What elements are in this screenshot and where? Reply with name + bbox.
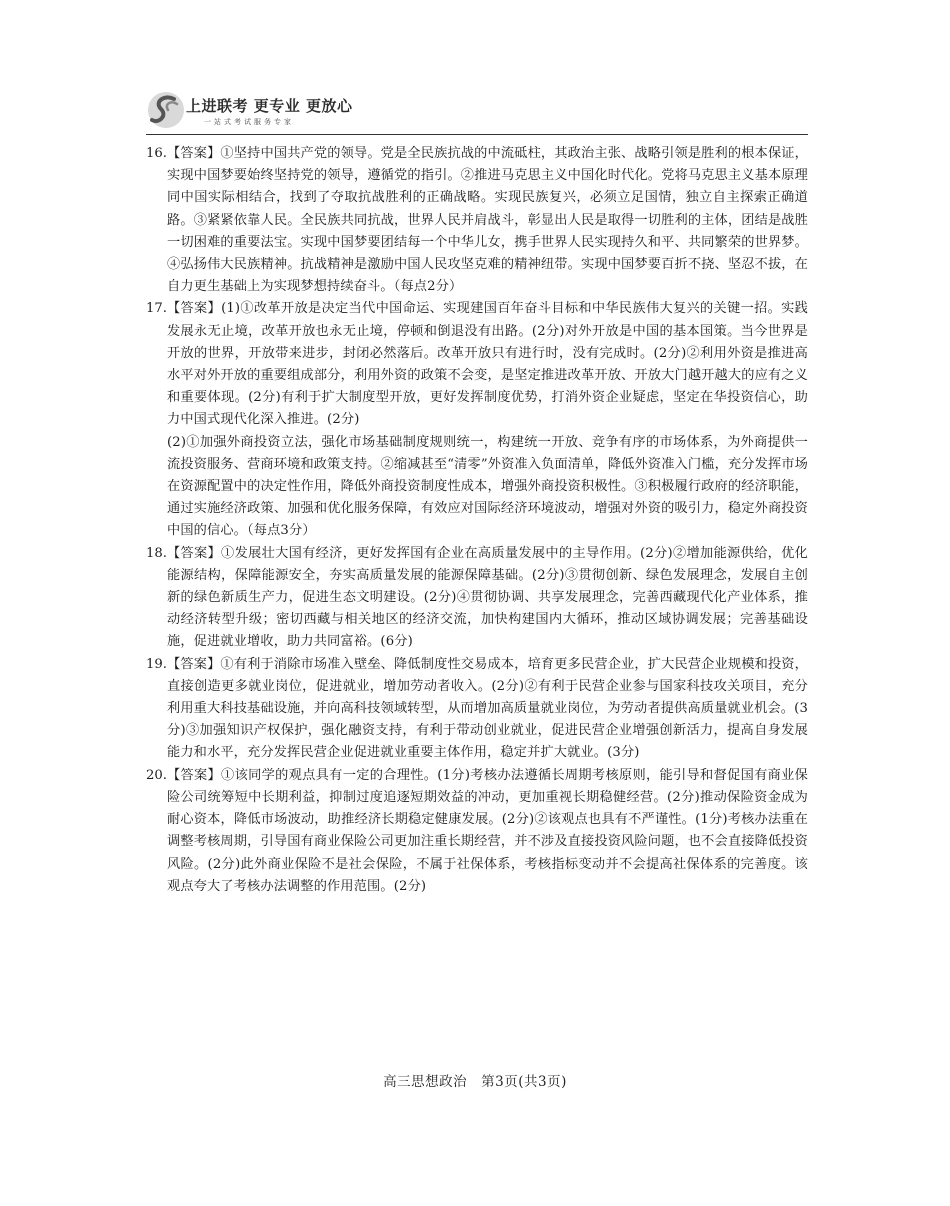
answer-text: 【答案】(1)①改革开放是决定当代中国命运、实现建国百年奋斗目标和中华民族伟大复兴的关键一招。实践发展永无止境，改革开放也永无止境，停顿和倒退没有出路。(2分)对外开放是中国的基本国策。当今世界是开放的世界，开放带来进步，封闭必然落后。改革开放只有进行时，没有完成时。(2分)②利用外资是推进高水平对外开放的重要组成部分，利用外资的政策不会变，是坚定推进改革开放、开放大门越开越大的应有之义和重要体现。(2分)有利于扩大制度型开放，更好发挥制度优势，打消外资企业疑虑，坚定在华投资信心，助力中国式现代化深入推进。(2分) [167,301,808,428]
answer-item-19 [146,654,808,765]
question-number: 20. [146,767,167,783]
question-number: 18. [146,545,167,561]
brand-tagline: 一站式考试服务专家 [204,118,294,126]
page-footer: 高三思想政治 第3页(共3页) [383,1074,567,1090]
answer-item-16 [146,143,808,298]
question-number: 19. [146,656,167,672]
question-number: 17. [146,301,167,317]
answer-item-18 [146,543,808,654]
answer-text: (2)①加强外商投资立法，强化市场基础制度规则统一，构建统一开放、竞争有序的市场体系，为外商提供一流投资服务、营商环境和政策支持。②缩减甚至“清零”外资准入负面清单，降低外资准入门槛，充分发挥市场在资源配置中的决定性作用，降低外商投资制度性成本，增强外商投资积极性。③积极履行政府的经济职能，通过实施经济政策、加强和优化服务保障，有效应对国际经济环境波动，增强对外资的吸引力，稳定外商投资中国的信心。（每点3分） [167,434,808,539]
page-header [146,90,806,134]
answer-item-20 [146,765,808,898]
answer-item-17 [146,298,808,542]
header-divider [146,134,808,135]
swirl-s-logo-icon [146,90,186,130]
answer-text: 【答案】①坚持中国共产党的领导。党是全民族抗战的中流砥柱，其政治主张、战略引领是胜利的根本保证，实现中国梦要始终坚持党的领导，遵循党的指引。②推进马克思主义中国化时代化。党将马克思主义基本原理同中国实际相结合，找到了夺取抗战胜利的正确战略。实现民族复兴，必须立足国情，独立自主探索正确道路。③紧紧依靠人民。全民族共同抗战，世界人民并肩战斗，彰显出人民是取得一切胜利的主体，团结是战胜一切困难的重要法宝。实现中国梦要团结每一个中华儿女，携手世界人民实现持久和平、共同繁荣的世界梦。④弘扬伟大民族精神。抗战精神是激励中国人民攻坚克难的精神纽带。实现中国梦要百折不挠、坚忍不拔，在自力更生基础上为实现梦想持续奋斗。（每点2分） [167,146,808,295]
answer-list [146,143,808,898]
answer-text: 【答案】①有利于消除市场准入壁垒、降低制度性交易成本，培育更多民营企业，扩大民营企业规模和投资，直接创造更多就业岗位，促进就业，增加劳动者收入。(2分)②有利于民营企业参与国家科技攻关项目，充分利用重大科技基础设施，并向高科技领域转型，从而增加高质量就业岗位，为劳动者提供高质量就业机会。(3分)③加强知识产权保护，强化融资支持，有利于带动创业就业，促进民营企业增强创新活力，提高自身发展能力和水平，充分发挥民营企业促进就业重要主体作用，稳定并扩大就业。(3分) [167,656,808,761]
question-number: 16. [146,146,167,161]
answer-text: 【答案】①发展壮大国有经济，更好发挥国有企业在高质量发展中的主导作用。(2分)②增加能源供给，优化能源结构，保障能源安全，夯实高质量发展的能源保障基础。(2分)③贯彻创新、绿色发展理念，发展自主创新的绿色新质生产力，促进生态文明建设。(2分)④贯彻协调、共享发展理念，完善西藏现代化产业体系，推动经济转型升级；密切西藏与相关地区的经济交流，加快构建国内大循环，推动区域协调发展；完善基础设施，促进就业增收，助力共同富裕。(6分) [167,545,808,650]
brand-slogan: 上进联考 更专业 更放心 [186,97,353,115]
answer-text: 【答案】①该同学的观点具有一定的合理性。(1分)考核办法遵循长周期考核原则，能引导和督促国有商业保险公司统筹短中长期利益，抑制过度追逐短期效益的冲动，更加重视长期稳健经营。(2分)推动保险资金成为耐心资本，降低市场波动，助推经济长期稳定健康发展。(2分)②该观点也具有不严谨性。(1分)考核办法重在调整考核周期，引导国有商业保险公司更加注重长期经营，并不涉及直接投资风险问题，也不会直接降低投资风险。(2分)此外商业保险不是社会保险，不属于社保体系，考核指标变动并不会提高社保体系的完善度。该观点夸大了考核办法调整的作用范围。(2分) [167,767,808,894]
